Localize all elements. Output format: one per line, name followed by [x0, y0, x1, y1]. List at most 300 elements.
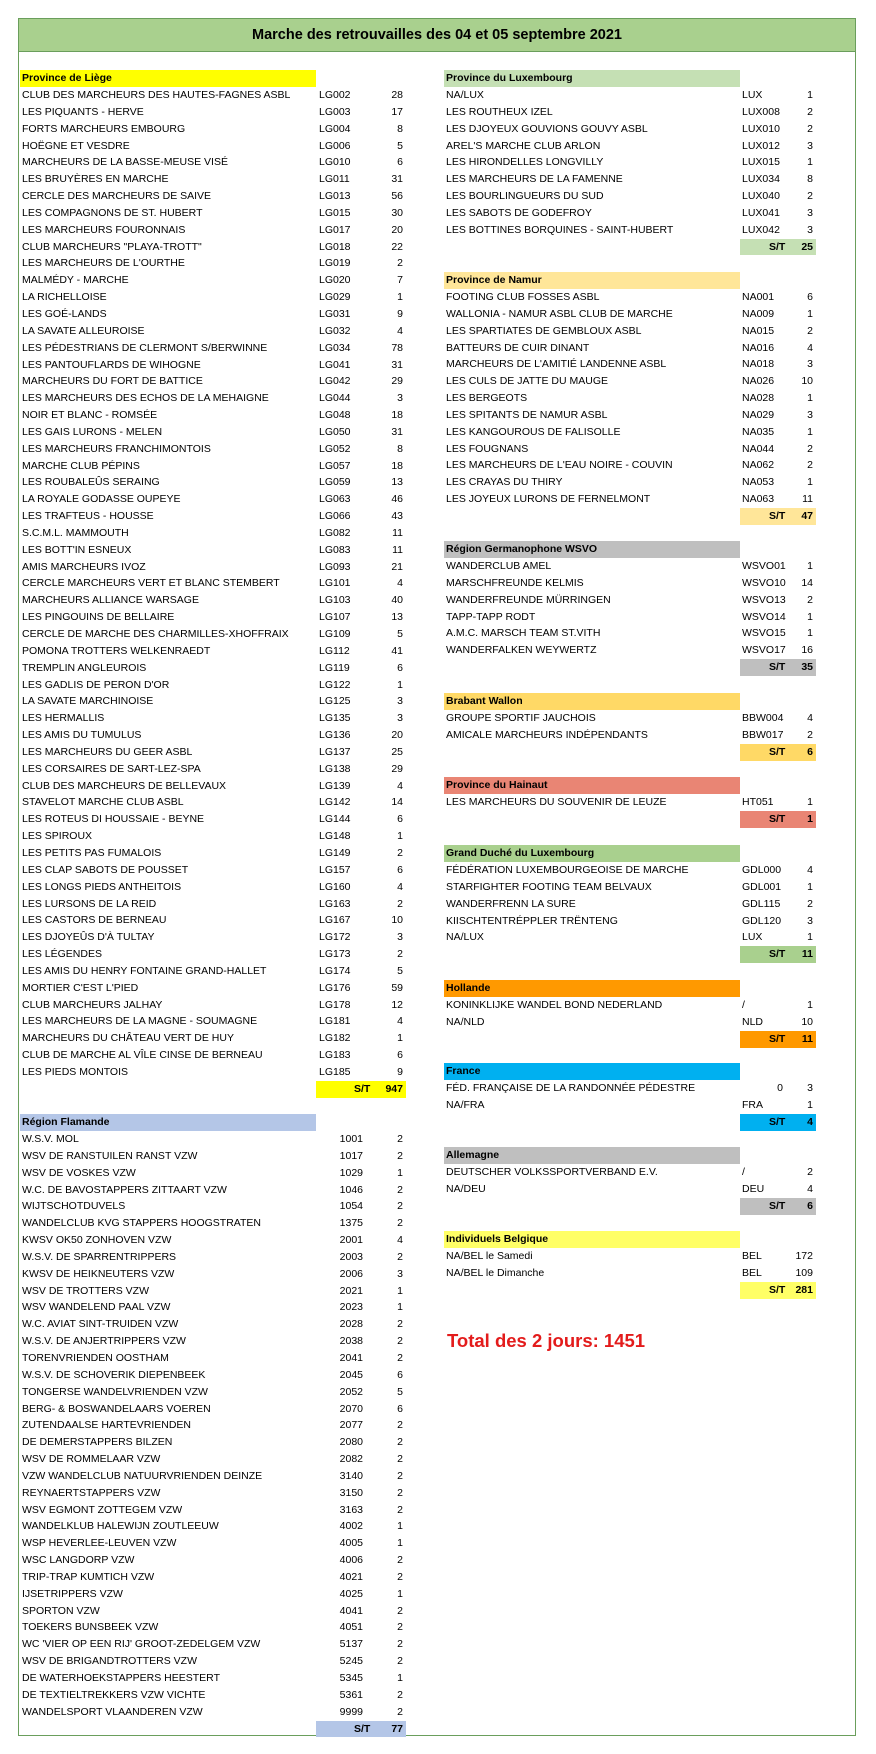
participant-count: 9: [397, 1065, 403, 1078]
participant-count: 29: [391, 762, 403, 775]
club-name: ZUTENDAALSE HARTEVRIENDEN: [22, 1419, 192, 1432]
club-code: LG137: [319, 745, 351, 758]
table-row: [444, 188, 819, 205]
club-code: LG138: [319, 762, 351, 775]
club-code: LG048: [319, 409, 351, 422]
club-name: NOIR ET BLANC - ROMSÉE: [22, 409, 158, 422]
club-code: NA016: [742, 341, 775, 354]
club-code: LG082: [319, 526, 351, 539]
group-header: Province du Hainaut: [444, 777, 740, 794]
club-code: LG052: [319, 442, 351, 455]
table-row: [444, 205, 819, 222]
group-header: Hollande: [444, 980, 740, 997]
club-name: LES ROUBALEÛS SERAING: [22, 476, 160, 489]
club-code: NA062: [742, 459, 775, 472]
club-code: LG181: [319, 1015, 351, 1028]
participant-count: 3: [807, 914, 813, 927]
club-name: AMICALE MARCHEURS INDÉPENDANTS: [446, 728, 648, 741]
table-row: [20, 811, 410, 828]
club-code: BEL: [742, 1266, 762, 1279]
club-code: 1001: [339, 1133, 363, 1145]
club-name: POMONA TROTTERS WELKENRAEDT: [22, 644, 211, 657]
club-code: LG020: [319, 274, 351, 287]
table-row: [444, 121, 819, 138]
participant-count: 1: [807, 307, 813, 320]
table-row: [444, 794, 819, 811]
participant-count: 2: [397, 1503, 403, 1516]
participant-count: 2: [397, 948, 403, 961]
participant-count: 2: [807, 122, 813, 135]
club-name: LES AMIS DU TUMULUS: [22, 729, 142, 742]
participant-count: 1: [807, 156, 813, 169]
table-row: [20, 1636, 410, 1653]
group-header: Province du Luxembourg: [444, 70, 740, 87]
club-code: LUX034: [742, 173, 780, 186]
table-row: [20, 87, 410, 104]
participant-count: 4: [807, 712, 813, 724]
club-name: LES BRUYÈRES EN MARCHE: [22, 173, 169, 186]
table-row: [20, 1485, 410, 1502]
club-code: LG032: [319, 324, 351, 337]
club-code: LG059: [319, 476, 351, 489]
table-row: [20, 1451, 410, 1468]
table-row: [20, 121, 410, 138]
club-name: LES MARCHEURS DU GEER ASBL: [22, 745, 193, 758]
participant-count: 109: [795, 1266, 813, 1279]
participant-count: 5: [397, 1385, 403, 1398]
participant-count: 18: [391, 409, 403, 422]
participant-count: 6: [397, 156, 403, 169]
table-row: [20, 828, 410, 845]
subtotal-value: 4: [807, 1115, 813, 1128]
table-row: [444, 138, 819, 155]
table-row: [444, 1265, 819, 1282]
club-name: A.M.C. MARSCH TEAM ST.VITH: [446, 627, 601, 640]
table-row: [20, 357, 410, 374]
table-row: [20, 963, 410, 980]
club-code: LG107: [319, 611, 351, 624]
club-name: MARCHEURS DE LA BASSE-MEUSE VISÉ: [22, 156, 228, 169]
club-code: LG160: [319, 880, 351, 893]
club-name: WSV DE RANSTUILEN RANST VZW: [22, 1149, 198, 1162]
table-row: [20, 1198, 410, 1215]
club-name: LES KANGOUROUS DE FALISOLLE: [446, 425, 621, 438]
table-row: [444, 727, 819, 744]
participant-count: 8: [397, 442, 403, 455]
group-header: Région Germanophone WSVO: [444, 541, 740, 558]
participant-count: 2: [397, 1183, 403, 1196]
club-name: LES TRAFTEUS - HOUSSE: [22, 510, 154, 523]
table-row: [20, 323, 410, 340]
table-row: [20, 879, 410, 896]
participant-count: 2: [397, 1604, 403, 1617]
club-code: NA001: [742, 291, 775, 303]
club-name: LES MARCHEURS DE L'OURTHE: [22, 257, 185, 270]
table-row: [20, 559, 410, 576]
club-code: LG167: [319, 914, 351, 927]
table-row: [20, 1535, 410, 1552]
participant-count: 59: [391, 981, 403, 994]
club-name: CLUB DE MARCHE AL VÎLE CINSE DE BERNEAU: [22, 1049, 263, 1062]
club-code: LG142: [319, 796, 351, 809]
subtotal-row: [444, 946, 819, 963]
club-name: MARCHEURS ALLIANCE WARSAGE: [22, 594, 199, 607]
participant-count: 12: [391, 998, 403, 1011]
club-code: 4002: [339, 1520, 363, 1533]
club-name: CLUB MARCHEURS "PLAYA-TROTT": [22, 240, 202, 253]
subtotal-label: S/T: [769, 661, 786, 674]
club-code: LUX012: [742, 139, 780, 152]
club-name: TOEKERS BUNSBEEK VZW: [22, 1621, 159, 1634]
participant-count: 13: [391, 611, 403, 624]
club-name: KIISCHTENTRÉPPLER TRËNTENG: [446, 914, 618, 927]
club-name: WSV DE TROTTERS VZW: [22, 1284, 149, 1297]
table-row: [444, 1164, 819, 1181]
table-row: [444, 625, 819, 642]
subtotal-value: 281: [795, 1283, 813, 1296]
club-name: LES PIQUANTS - HERVE: [22, 105, 144, 118]
participant-count: 14: [801, 576, 813, 589]
club-name: WANDELCLUB KVG STAPPERS HOOGSTRATEN: [22, 1217, 262, 1230]
club-name: LES SPIROUX: [22, 830, 93, 843]
club-code: LG019: [319, 257, 351, 270]
table-row: [20, 710, 410, 727]
table-row: [20, 1283, 410, 1300]
participant-count: 20: [391, 223, 403, 236]
table-row: [20, 575, 410, 592]
table-row: [20, 474, 410, 491]
group-right-1: [444, 272, 819, 525]
participant-count: 2: [397, 1133, 403, 1145]
club-name: LES HIRONDELLES LONGVILLY: [446, 156, 604, 169]
club-code: 3163: [339, 1503, 363, 1516]
table-row: [20, 1333, 410, 1350]
participant-count: 172: [795, 1250, 813, 1262]
club-name: WSP HEVERLEE-LEUVEN VZW: [22, 1537, 177, 1550]
table-row: [20, 542, 410, 559]
participant-count: 2: [397, 1250, 403, 1263]
group-header: Province de Liège: [20, 70, 316, 87]
club-name: LES ROUTHEUX IZEL: [446, 105, 553, 118]
table-row: [20, 1417, 410, 1434]
club-name: LES CORSAIRES DE SART-LEZ-SPA: [22, 762, 201, 775]
club-name: LA SAVATE ALLEUROISE: [22, 324, 145, 337]
club-code: LG003: [319, 105, 351, 118]
table-row: [20, 390, 410, 407]
table-row: [444, 1181, 819, 1198]
club-name: WSV DE ROMMELAAR VZW: [22, 1453, 161, 1466]
club-code: 2006: [339, 1267, 363, 1280]
club-name: WANDELSPORT VLAANDEREN VZW: [22, 1705, 203, 1718]
participant-count: 1: [807, 627, 813, 640]
club-name: LES MARCHEURS DE LA MAGNE - SOUMAGNE: [22, 1015, 258, 1028]
participant-count: 28: [391, 89, 403, 101]
club-code: GDL000: [742, 864, 782, 876]
table-row: [444, 87, 819, 104]
participant-count: 6: [397, 1049, 403, 1062]
table-row: [20, 1215, 410, 1232]
participant-count: 4: [397, 880, 403, 893]
table-row: [20, 660, 410, 677]
table-row: [20, 458, 410, 475]
participant-count: 2: [807, 105, 813, 118]
club-name: WANDERFALKEN WEYWERTZ: [446, 644, 597, 657]
table-row: [20, 626, 410, 643]
participant-count: 22: [391, 240, 403, 253]
subtotal-label: S/T: [769, 1115, 786, 1128]
club-code: 4025: [339, 1587, 363, 1600]
table-row: [444, 491, 819, 508]
club-code: NA053: [742, 476, 775, 489]
subtotal-row: [20, 1721, 410, 1738]
club-code: LG015: [319, 206, 351, 219]
club-name: CLUB MARCHEURS JALHAY: [22, 998, 163, 1011]
participant-count: 1: [807, 999, 813, 1011]
club-code: 2070: [339, 1402, 363, 1415]
club-name: BATTEURS DE CUIR DINANT: [446, 341, 590, 354]
participant-count: 3: [397, 392, 403, 405]
participant-count: 7: [397, 274, 403, 287]
club-code: LUX008: [742, 105, 780, 118]
table-row: [444, 710, 819, 727]
table-row: [444, 104, 819, 121]
participant-count: 4: [807, 1182, 813, 1195]
table-row: [20, 373, 410, 390]
table-row: [20, 1350, 410, 1367]
club-name: LES PIEDS MONTOIS: [22, 1065, 128, 1078]
participant-count: 3: [807, 1082, 813, 1094]
subtotal-value: 1: [807, 812, 813, 825]
club-code: 3150: [339, 1486, 363, 1499]
club-name: LES FOUGNANS: [446, 442, 529, 455]
participant-count: 1: [397, 1032, 403, 1045]
club-name: W.S.V. DE SPARRENTRIPPERS: [22, 1250, 177, 1263]
club-name: LES BERGEOTS: [446, 392, 528, 405]
club-name: LES BOTTINES BORQUINES - SAINT-HUBERT: [446, 223, 674, 236]
participant-count: 8: [807, 173, 813, 186]
club-name: HOËGNE ET VESDRE: [22, 139, 130, 152]
table-row: [444, 390, 819, 407]
table-row: [444, 1248, 819, 1265]
club-name: DE DEMERSTAPPERS BILZEN: [22, 1436, 173, 1449]
participant-count: 1: [807, 931, 813, 944]
subtotal-row: [444, 659, 819, 676]
club-code: LG010: [319, 156, 351, 169]
participant-count: 2: [397, 1469, 403, 1482]
club-code: 1029: [339, 1166, 363, 1179]
subtotal-label: S/T: [769, 509, 786, 522]
club-name: S.C.M.L. MAMMOUTH: [22, 526, 129, 539]
club-code: NA028: [742, 392, 775, 405]
club-code: /: [742, 999, 745, 1011]
club-code: NA015: [742, 324, 775, 337]
club-name: LES PANTOUFLARDS DE WIHOGNE: [22, 358, 201, 371]
group-right-9: [444, 1231, 819, 1299]
club-code: LG144: [319, 813, 351, 826]
table-row: [444, 879, 819, 896]
participant-count: 30: [391, 206, 403, 219]
table-row: [20, 1670, 410, 1687]
club-name: LES CLAP SABOTS DE POUSSET: [22, 863, 189, 876]
table-row: [444, 1097, 819, 1114]
club-code: LG101: [319, 577, 351, 590]
club-code: 2082: [339, 1453, 363, 1466]
table-row: [20, 1401, 410, 1418]
club-code: 4021: [339, 1570, 363, 1583]
participant-count: 14: [391, 796, 403, 809]
club-code: LUX042: [742, 223, 780, 236]
club-name: WSV DE BRIGANDTROTTERS VZW: [22, 1655, 198, 1668]
participant-count: 3: [397, 695, 403, 708]
club-name: FÉDÉRATION LUXEMBOURGEOISE DE MARCHE: [446, 864, 689, 876]
club-code: LG066: [319, 510, 351, 523]
club-name: DE TEXTIELTREKKERS VZW VICHTE: [22, 1688, 206, 1701]
subtotal-value: 11: [801, 948, 813, 961]
participant-count: 4: [397, 1234, 403, 1247]
participant-count: 3: [807, 358, 813, 371]
subtotal-value: 47: [801, 509, 813, 522]
club-name: FÉD. FRANÇAISE DE LA RANDONNÉE PÉDESTRE: [446, 1082, 696, 1094]
participant-count: 3: [807, 408, 813, 421]
club-code: GDL001: [742, 880, 782, 893]
participant-count: 41: [391, 644, 403, 657]
club-code: /: [742, 1166, 745, 1178]
table-row: [20, 154, 410, 171]
table-row: [20, 1165, 410, 1182]
participant-count: 78: [391, 341, 403, 354]
table-row: [20, 997, 410, 1014]
club-name: LA RICHELLOISE: [22, 291, 107, 304]
club-name: LES PÉDESTRIANS DE CLERMONT S/BERWINNE: [22, 341, 268, 354]
table-row: [444, 373, 819, 390]
subtotal-value: 6: [807, 1199, 813, 1212]
participant-count: 2: [807, 442, 813, 455]
club-code: LG157: [319, 863, 351, 876]
club-code: LG017: [319, 223, 351, 236]
table-row: [444, 913, 819, 930]
club-code: WSVO17: [742, 644, 786, 657]
club-name: TONGERSE WANDELVRIENDEN VZW: [22, 1385, 208, 1398]
club-name: MARSCHFREUNDE KELMIS: [446, 576, 584, 589]
club-code: DEU: [742, 1182, 765, 1195]
participant-count: 17: [391, 105, 403, 118]
table-row: [20, 1131, 410, 1148]
club-code: NA009: [742, 307, 775, 320]
table-row: [20, 643, 410, 660]
table-row: [20, 255, 410, 272]
club-name: WSC LANGDORP VZW: [22, 1554, 135, 1567]
club-code: 1017: [339, 1149, 363, 1162]
participant-count: 1: [807, 1098, 813, 1111]
club-code: 2023: [339, 1301, 363, 1314]
table-row: [20, 1182, 410, 1199]
participant-count: 4: [807, 341, 813, 354]
club-name: AMIS MARCHEURS IVOZ: [22, 560, 146, 573]
participant-count: 2: [397, 1688, 403, 1701]
club-code: NA035: [742, 425, 775, 438]
table-row: [20, 1518, 410, 1535]
participant-count: 25: [391, 745, 403, 758]
club-name: AREL'S MARCHE CLUB ARLON: [446, 139, 601, 152]
club-name: NA/DEU: [446, 1182, 486, 1195]
club-code: LG119: [319, 661, 350, 674]
group-header: France: [444, 1063, 740, 1080]
club-name: REYNAERTSTAPPERS VZW: [22, 1486, 161, 1499]
club-name: TAPP-TAPP RODT: [446, 610, 536, 623]
group-right-2: [444, 541, 819, 676]
table-row: [20, 1299, 410, 1316]
table-row: [20, 744, 410, 761]
club-code: LG173: [319, 948, 351, 961]
club-code: 1046: [339, 1183, 363, 1196]
participant-count: 1: [397, 1672, 403, 1684]
participant-count: 3: [807, 223, 813, 236]
participant-count: 13: [391, 476, 403, 489]
club-name: LES JOYEUX LURONS DE FERNELMONT: [446, 493, 651, 506]
club-code: LG018: [319, 240, 351, 253]
participant-count: 1: [397, 1587, 403, 1600]
subtotal-value: 947: [385, 1082, 403, 1095]
participant-count: 1: [397, 678, 403, 691]
club-code: LG002: [319, 89, 351, 101]
club-code: WSVO14: [742, 610, 786, 623]
table-row: [20, 896, 410, 913]
participant-count: 2: [397, 1554, 403, 1567]
club-code: LG057: [319, 459, 351, 472]
participant-count: 1: [397, 830, 403, 843]
table-row: [444, 929, 819, 946]
club-code: NA026: [742, 375, 775, 388]
table-row: [444, 323, 819, 340]
club-name: SPORTON VZW: [22, 1604, 100, 1617]
club-name: WANDERFRENN LA SURE: [446, 897, 576, 910]
table-row: [20, 980, 410, 997]
club-name: WALLONIA - NAMUR ASBL CLUB DE MARCHE: [446, 307, 673, 320]
participant-count: 6: [397, 1368, 403, 1381]
table-row: [20, 727, 410, 744]
group-header: Individuels Belgique: [444, 1231, 740, 1248]
group-header: Grand Duché du Luxembourg: [444, 845, 740, 862]
table-row: [20, 1586, 410, 1603]
club-name: LES SPITANTS DE NAMUR ASBL: [446, 408, 608, 421]
table-row: [444, 154, 819, 171]
club-name: LES GOÉ-LANDS: [22, 307, 107, 320]
club-name: MARCHEURS DE L'AMITIÉ LANDENNE ASBL: [446, 358, 667, 371]
participant-count: 2: [397, 1149, 403, 1162]
club-name: LES CULS DE JATTE DU MAUGE: [446, 375, 609, 388]
club-name: KWSV DE HEIKNEUTERS VZW: [22, 1267, 175, 1280]
club-name: LES CRAYAS DU THIRY: [446, 476, 563, 489]
club-name: LES LURSONS DE LA REID: [22, 897, 157, 910]
club-name: WIJTSCHOTDUVELS: [22, 1200, 126, 1213]
group-right-7: [444, 1063, 819, 1131]
participant-count: 1: [807, 89, 813, 101]
club-name: GROUPE SPORTIF JAUCHOIS: [446, 712, 596, 724]
club-name: NA/LUX: [446, 931, 484, 944]
table-row: [444, 171, 819, 188]
club-name: NA/FRA: [446, 1098, 485, 1111]
club-name: LES LONGS PIEDS ANTHEITOIS: [22, 880, 182, 893]
club-code: 4051: [339, 1621, 363, 1634]
participant-count: 4: [397, 779, 403, 792]
club-name: KONINKLIJKE WANDEL BOND NEDERLAND: [446, 999, 663, 1011]
subtotal-value: 6: [807, 745, 813, 758]
club-code: 4005: [339, 1537, 363, 1550]
participant-count: 3: [397, 712, 403, 725]
table-row: [444, 609, 819, 626]
club-code: 2080: [339, 1436, 363, 1449]
club-name: LES MARCHEURS DES ECHOS DE LA MEHAIGNE: [22, 392, 269, 405]
